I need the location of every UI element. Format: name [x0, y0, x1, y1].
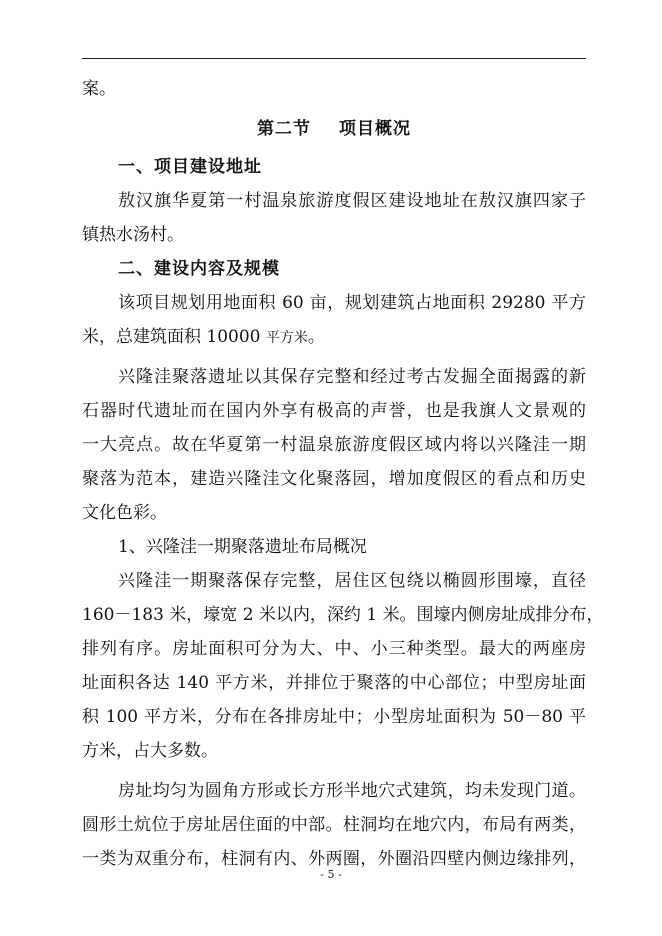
page-number: - 5 - — [320, 868, 342, 881]
paragraph-layout-line-6: 方米，占大多数。 — [82, 741, 218, 761]
paragraph-layout-line-2: 160－183 米，壕宽 2 米以内，深约 1 米。围壕内侧房址成排分布， — [82, 605, 604, 625]
paragraph-xinglongwa-line-3: 一大亮点。故在华夏第一村温泉旅游度假区域内将以兴隆洼一期 — [82, 435, 586, 455]
paragraph-house-line-3: 一类为双重分布，柱洞有内、外两圈，外圈沿四壁内侧边缘排列， — [82, 849, 586, 869]
heading-construction-scale: 二、建设内容及规模 — [118, 259, 280, 279]
scale-unit: 平方米 — [265, 330, 308, 346]
paragraph-address-line-1: 敖汉旗华夏第一村温泉旅游度假区建设地址在敖汉旗四家子 — [118, 191, 586, 211]
section-title — [82, 112, 586, 146]
paragraph-layout-line-5: 积 100 平方米，分布在各排房址中；小型房址面积为 50－80 平 — [82, 707, 586, 727]
paragraph-xinglongwa-line-5: 文化色彩。 — [82, 503, 167, 523]
scale-text: 米，总建筑面积 10000 — [82, 327, 266, 347]
paragraph-xinglongwa-line-4: 聚落为范本，建造兴隆洼文化聚落园，增加度假区的看点和历史 — [82, 469, 586, 489]
paragraph-address-line-2: 镇热水汤村。 — [82, 225, 184, 245]
scale-end: 。 — [307, 327, 325, 347]
paragraph-layout-line-1: 兴隆洼一期聚落保存完整，居住区包绕以椭圆形围壕，直径 — [118, 571, 586, 591]
paragraph-layout-line-3: 排列有序。房址面积可分为大、中、小三种类型。最大的两座房 — [82, 639, 586, 659]
heading-project-address: 一、项目建设地址 — [118, 157, 262, 177]
document-page — [82, 72, 604, 876]
continuation-text: 案。 — [82, 79, 116, 99]
section-title-number: 第二节 — [257, 119, 311, 139]
paragraph-house-line-2: 圆形土炕位于房址居住面的中部。柱洞均在地穴内，布局有两类， — [82, 815, 586, 835]
paragraph-xinglongwa-line-2: 石器时代遗址而在国内外享有极高的声誉，也是我旗人文景观的 — [82, 401, 586, 421]
paragraph-house-line-1: 房址均匀为圆角方形或长方形半地穴式建筑，均未发现门道。 — [118, 781, 586, 801]
header-rule — [82, 58, 586, 59]
subheading-layout-overview: 1、兴隆洼一期聚落遗址布局概况 — [118, 537, 367, 557]
paragraph-scale-line-2 — [82, 320, 586, 354]
paragraph-layout-line-4: 址面积各达 140 平方米，并排位于聚落的中心部位；中型房址面 — [82, 673, 586, 693]
paragraph-xinglongwa-line-1: 兴隆洼聚落遗址以其保存完整和经过考古发掘全面揭露的新 — [118, 367, 586, 387]
section-title-text: 项目概况 — [339, 119, 411, 139]
paragraph-scale-line-1: 该项目规划用地面积 60 亩，规划建筑占地面积 29280 平方 — [118, 293, 586, 313]
